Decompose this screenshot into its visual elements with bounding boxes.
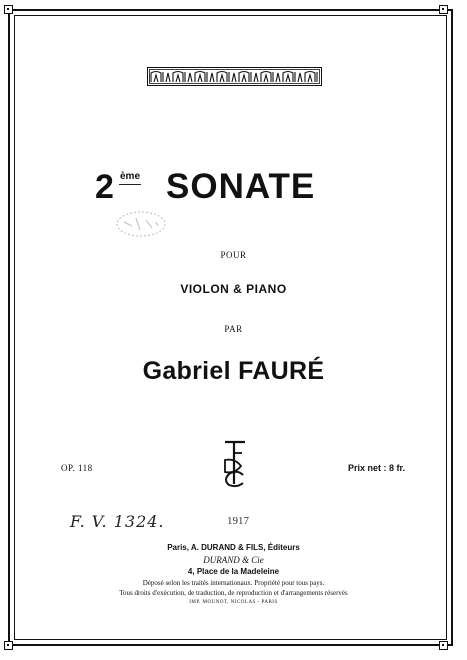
- opus-number: OP. 118: [61, 463, 93, 473]
- publisher-line-1: Paris, A. DURAND & FILS, Éditeurs: [167, 543, 300, 552]
- instrumentation: VIOLON & PIANO: [180, 282, 287, 296]
- corner-ornament-bottom-left: [4, 641, 13, 650]
- publisher-address: 4, Place de la Madeleine: [187, 567, 280, 576]
- title-superscript: ème: [120, 171, 141, 182]
- decorative-ornament-band: [147, 67, 322, 86]
- publisher-line-2: DURAND & Cie: [203, 555, 264, 565]
- copyright-notice: Déposé selon les traités internationaux. Propriété pour tous pays.: [142, 579, 325, 587]
- durand-monogram-logo: [215, 438, 253, 488]
- title-number: 2: [95, 168, 114, 206]
- handwritten-plate-number: F. V. 1324.: [70, 512, 165, 531]
- composer-name: Gabriel FAURÉ: [142, 357, 325, 385]
- printer-credit: IMP. MOUNOT, NICOLAS - PARIS: [189, 600, 278, 605]
- price-label: Prix net : 8 fr.: [348, 463, 406, 473]
- title-word: SONATE: [166, 167, 316, 206]
- corner-ornament-top-left: [4, 5, 13, 14]
- par-label: PAR: [224, 324, 243, 334]
- sonata-title: [0, 168, 467, 212]
- corner-ornament-bottom-right: [439, 641, 448, 650]
- pour-label: POUR: [220, 250, 247, 260]
- superscript-underline: [119, 184, 141, 185]
- publisher-imprint: [0, 542, 467, 608]
- handwritten-year: 1917: [227, 515, 249, 527]
- faded-library-stamp: [112, 208, 170, 240]
- corner-ornament-top-right: [439, 5, 448, 14]
- rights-reserved-notice: Tous droits d'exécution, de traduction, de reproduction et d'arrangements réservés: [119, 589, 348, 597]
